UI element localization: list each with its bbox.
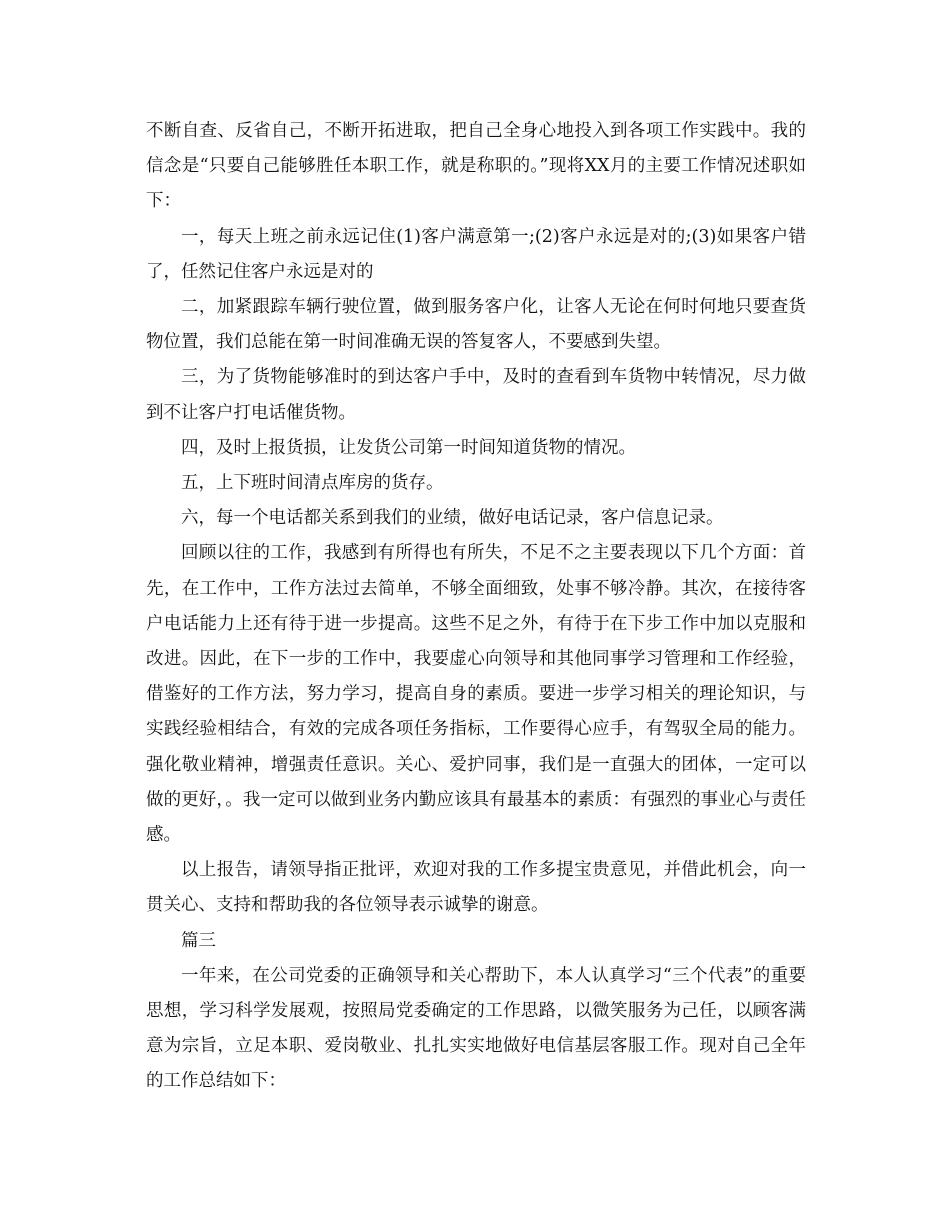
section-heading-part3: 篇三 xyxy=(181,930,216,951)
paragraph-review: 回顾以往的工作，我感到有所得也有所失，不足不之主要表现以下几个方面：首先，在工作中，工作方法过去简单，不够全面细致，处事不够冷静。其次，在接待客户电话能力上还有待于进一步提高。这些不足之外，有待于在下步工作中加以克服和改进。因此，在下一步的工作中，我要虚心向领导和其他同事学习管理和工作经验，借鉴好的工作方法，努力学习，提高自身的素质。要进一步学习相关的理论知识，与实践经验相结合，有效的完成各项任务指标，工作要得心应手，有驾驭全局的能力。强化敬业精神，增强责任意识。关心、爱护同事，我们是一直强大的团体，一定可以做的更好，。我一定可以做到业务内勤应该具有最基本的素质：有强烈的事业心与责任感。 xyxy=(146,543,806,846)
paragraph-item-5: 五，上下班时间清点库房的货存。 xyxy=(181,473,444,494)
paragraph-item-4: 四，及时上报货损，让发货公司第一时间知道货物的情况。 xyxy=(181,437,636,458)
paragraph-item-1: 一，每天上班之前永远记住(1)客户满意第一;(2)客户永远是对的;(3)如果客户错了，任然记住客户永远是对的 xyxy=(146,226,806,282)
paragraph-closing: 以上报告，请领导指正批评，欢迎对我的工作多提宝贵意见，并借此机会，向一贯关心、支持和帮助我的各位领导表示诚挚的谢意。 xyxy=(146,860,806,916)
paragraph-item-3: 三，为了货物能够准时的到达客户手中，及时的查看到车货物中转情况，尽力做到不让客户打电话催货物。 xyxy=(146,367,806,423)
paragraph-item-2: 二，加紧跟踪车辆行驶位置，做到服务客户化，让客人无论在何时何地只要查货物位置，我们总能在第一时间准确无误的答复客人，不要感到失望。 xyxy=(146,297,806,353)
paragraph-intro: 不断自查、反省自己，不断开拓进取，把自己全身心地投入到各项工作实践中。我的信念是“只要自己能够胜任本职工作，就是称职的。”现将XX月的主要工作情况述职如下： xyxy=(146,121,806,212)
document-body xyxy=(146,114,806,1100)
paragraph-part3-intro: 一年来，在公司党委的正确领导和关心帮助下，本人认真学习“三个代表”的重要思想，学习科学发展观，按照局党委确定的工作思路，以微笑服务为己任，以顾客满意为宗旨，立足本职、爱岗敬业、扎扎实实地做好电信基层客服工作。现对自己全年的工作总结如下： xyxy=(146,965,806,1092)
paragraph-item-6: 六，每一个电话都关系到我们的业绩，做好电话记录，客户信息记录。 xyxy=(181,508,724,529)
